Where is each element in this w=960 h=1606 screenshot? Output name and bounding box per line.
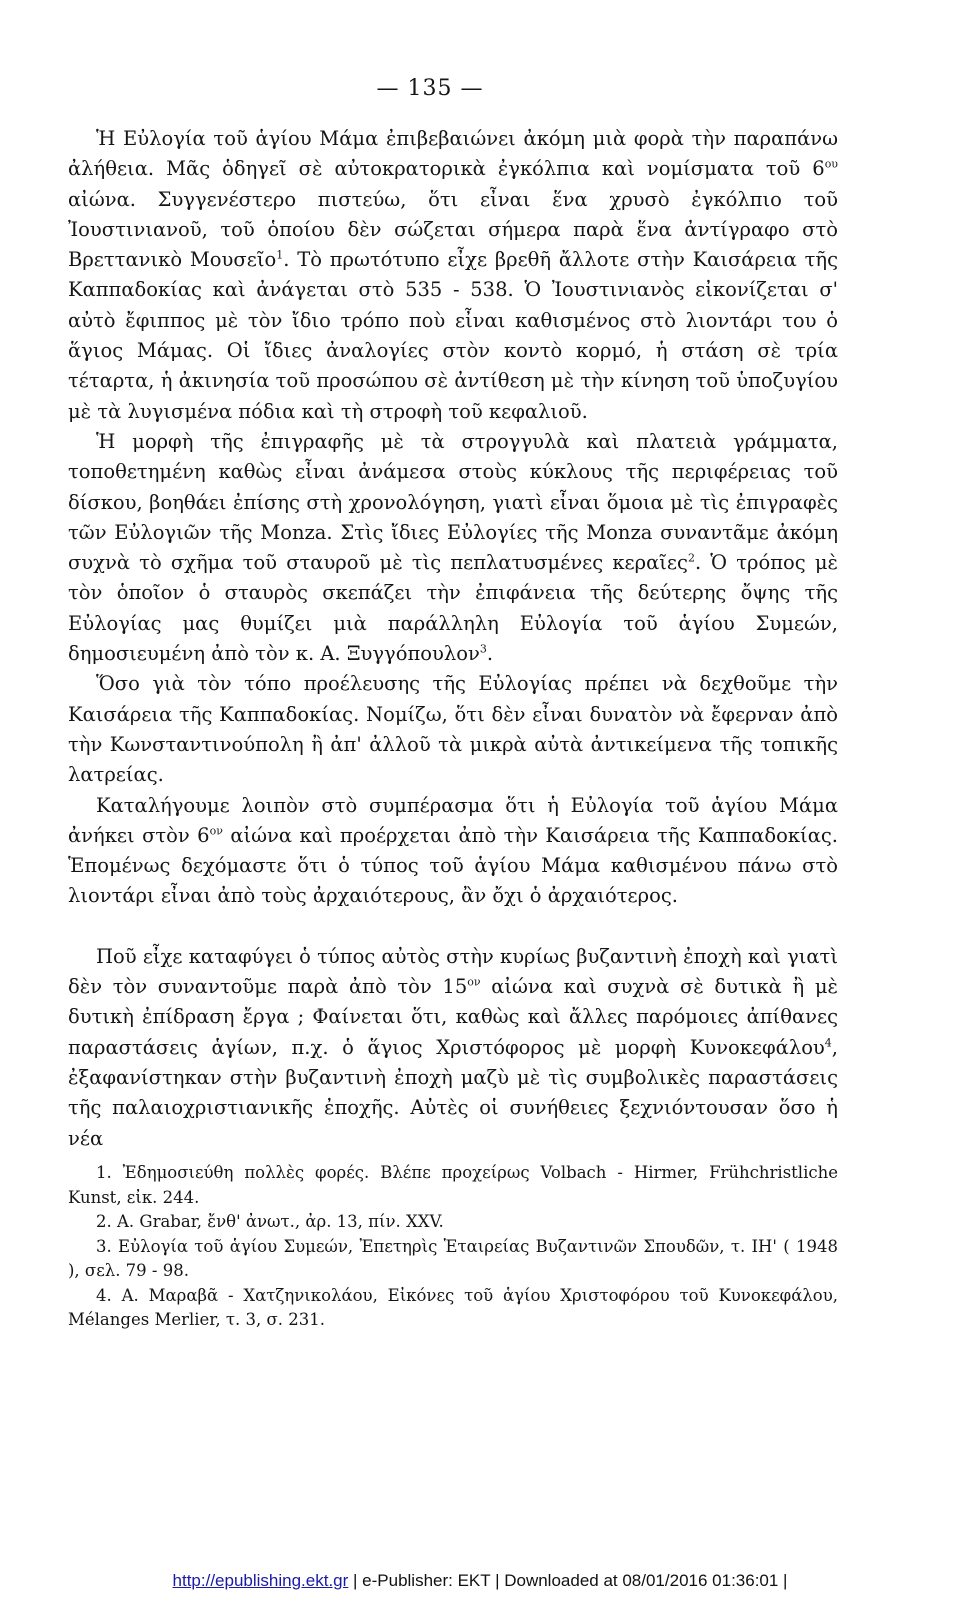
text-run: αἰώνα. Συγγενέστερο πιστεύω, ὅτι εἶναι ἕνα χρυσὸ ἐγκόλπιο τοῦ Ἰουστινιανοῦ, τοῦ ὁποίου δὲν σώζεται σήμερα παρὰ ἕνα ἀντίγραφο στὸ Βρεττανικὸ Μουσεῖο: [68, 187, 838, 272]
text-run: Καταλήγουμε λοιπὸν στὸ συμπέρασμα ὅτι ἡ Εὐλογία τοῦ ἁγίου Μάμα ἀνήκει στὸν 6: [68, 793, 838, 847]
paragraph: [68, 942, 838, 1154]
text-run: Ἡ μορφὴ τῆς ἐπιγραφῆς μὲ τὰ στρογγυλὰ καὶ πλατειὰ γράμματα, τοποθετημένη καθὼς εἶναι ἀνάμεσα στοὺς κύκλους τῆς περιφέρειας τοῦ δίσκου, βοηθάει ἐπίσης στὴ χρονολόγηση, γιατὶ εἶναι ὅμοια μὲ τὶς ἐπιγραφὲς τῶν Εὐλογιῶν τῆς Monza. Στὶς ἴδιες Εὐλογίες τῆς Monza συναντᾶμε ἀκόμη συχνὰ τὸ σχῆμα τοῦ σταυροῦ μὲ τὶς πεπλατυσμένες κεραῖες: [68, 429, 838, 575]
footer-info: | e-Publisher: EKT | Downloaded at 08/01/2016 01:36:01 |: [348, 1571, 788, 1590]
superscript: ον: [209, 824, 223, 838]
page-number: — 135 —: [376, 76, 484, 101]
publisher-link[interactable]: http://epublishing.ekt.gr: [172, 1571, 349, 1590]
text-run: αἰώνα καὶ συχνὰ σὲ δυτικὰ ἢ μὲ δυτικὴ ἐπίδραση ἔργα ; Φαίνεται ὅτι, καθὼς καὶ ἄλλες παρόμοιες ἀπίθανες παραστάσεις ἁγίων, π.χ. ὁ ἅγιος Χριστόφορος μὲ μορφὴ Κυνοκεφάλου: [68, 975, 838, 1059]
paragraph: [68, 427, 838, 669]
paragraph: [68, 124, 838, 427]
superscript: ου: [824, 157, 838, 171]
paragraph: [68, 669, 838, 790]
download-footer: [0, 1571, 960, 1591]
footnote: 4. Α. Μαραβᾶ - Χατζηνικολάου, Εἰκόνες τοῦ ἁγίου Χριστοφόρου τοῦ Κυνοκεφάλου, Mélanges Merlier, τ. 3, σ. 231.: [68, 1285, 838, 1329]
footnote: 1. Ἐδημοσιεύθη πολλὲς φορές. Βλέπε προχείρως Volbach - Hirmer, Frühchristliche Kunst, εἰκ. 244.: [68, 1163, 838, 1207]
superscript: 1: [276, 248, 284, 262]
body-text: [68, 124, 838, 1154]
superscript: 4: [824, 1036, 832, 1050]
text-run: Ποῦ εἶχε καταφύγει ὁ τύπος αὐτὸς στὴν κυρίως βυζαντινὴ ἐποχὴ καὶ γιατὶ δὲν τὸν συναντοῦμε παρὰ ἀπὸ τὸν 15: [68, 944, 838, 999]
text-run: . Ὁ τρόπος μὲ τὸν ὁποῖον ὁ σταυρὸς σκεπάζει τὴν ἐπιφάνεια τῆς δεύτερης ὄψης τῆς Εὐλογίας μας θυμίζει μιὰ παράλληλη Εὐλογία τοῦ ἁγίου Συμεών, δημοσιευμένη ἀπὸ τὸν κ. Α. Ξυγγόπουλον: [68, 551, 838, 666]
superscript: 2: [687, 551, 695, 565]
text-run: .: [486, 642, 494, 666]
text-run: Ἡ Εὐλογία τοῦ ἁγίου Μάμα ἐπιβεβαιώνει ἀκόμη μιὰ φορὰ τὴν παραπάνω ἀλήθεια. Μᾶς ὁδηγεῖ σὲ αὐτοκρατορικὰ ἐγκόλπια καὶ νομίσματα τοῦ 6: [68, 127, 838, 181]
superscript: 3: [479, 642, 487, 656]
text-run: . Τὸ πρωτότυπο εἶχε βρεθῆ ἄλλοτε στὴν Καισάρεια τῆς Καππαδοκίας καὶ ἀνάγεται στὸ 535 - 538. Ὁ Ἰουστινιανὸς εἰκονίζεται σ' αὐτὸ ἔφιππος μὲ τὸν ἴδιο τρόπο ποὺ εἶναι καθισμένος στὸ λιοντάρι του ὁ ἅγιος Μάμας. Οἱ ἴδιες ἀναλογίες στὸν κοντὸ κορμό, ἡ στάση σὲ τρία τέταρτα, ἡ ἀκινησία τοῦ προσώπου σὲ ἀντίθεση μὲ τὴν κίνηση τοῦ ὑποζυγίου μὲ τὰ λυγισμένα πόδια καὶ τὴ στροφὴ τοῦ κεφαλιοῦ.: [68, 248, 838, 423]
text-run: αἰώνα καὶ προέρχεται ἀπὸ τὴν Καισάρεια τῆς Καππαδοκίας. Ἑπομένως δεχόμαστε ὅτι ὁ τύπος τοῦ ἁγίου Μάμα καθισμένου πάνω στὸ λιοντάρι εἶναι ἀπὸ τοὺς ἀρχαιότερους, ἂν ὄχι ὁ ἀρχαιότερος.: [68, 823, 838, 908]
text-run: , ἐξαφανίστηκαν στὴν βυζαντινὴ ἐποχὴ μαζὺ μὲ τὶς συμβολικὲς παραστάσεις τῆς παλαιοχριστιανικῆς ἐποχῆς. Αὐτὲς οἱ συνήθειες ξεχνιόντουσαν ὅσο ἡ νέα: [68, 1035, 838, 1150]
superscript: ον: [467, 975, 481, 989]
text-run: Ὅσο γιὰ τὸν τόπο προέλευσης τῆς Εὐλογίας πρέπει νὰ δεχθοῦμε τὴν Καισάρεια τῆς Καππαδοκίας. Νομίζω, ὅτι δὲν εἶναι δυνατὸν νὰ ἔφερναν ἀπὸ τὴν Κωνσταντινούπολη ἢ ἀπ' ἀλλοῦ τὰ μικρὰ αὐτὰ ἀντικείμενα τῆς τοπικῆς λατρείας.: [68, 672, 838, 787]
paragraph: [68, 791, 838, 912]
footnotes: [68, 1161, 838, 1333]
footnote: 3. Εὐλογία τοῦ ἁγίου Συμεών, Ἐπετηρὶς Ἑταιρείας Βυζαντινῶν Σπουδῶν, τ. ΙΗ' ( 1948 ), σελ. 79 - 98.: [68, 1236, 838, 1280]
footnote: 2. A. Grabar, ἔνθ' ἀνωτ., ἀρ. 13, πίν. XXV.: [96, 1212, 444, 1231]
